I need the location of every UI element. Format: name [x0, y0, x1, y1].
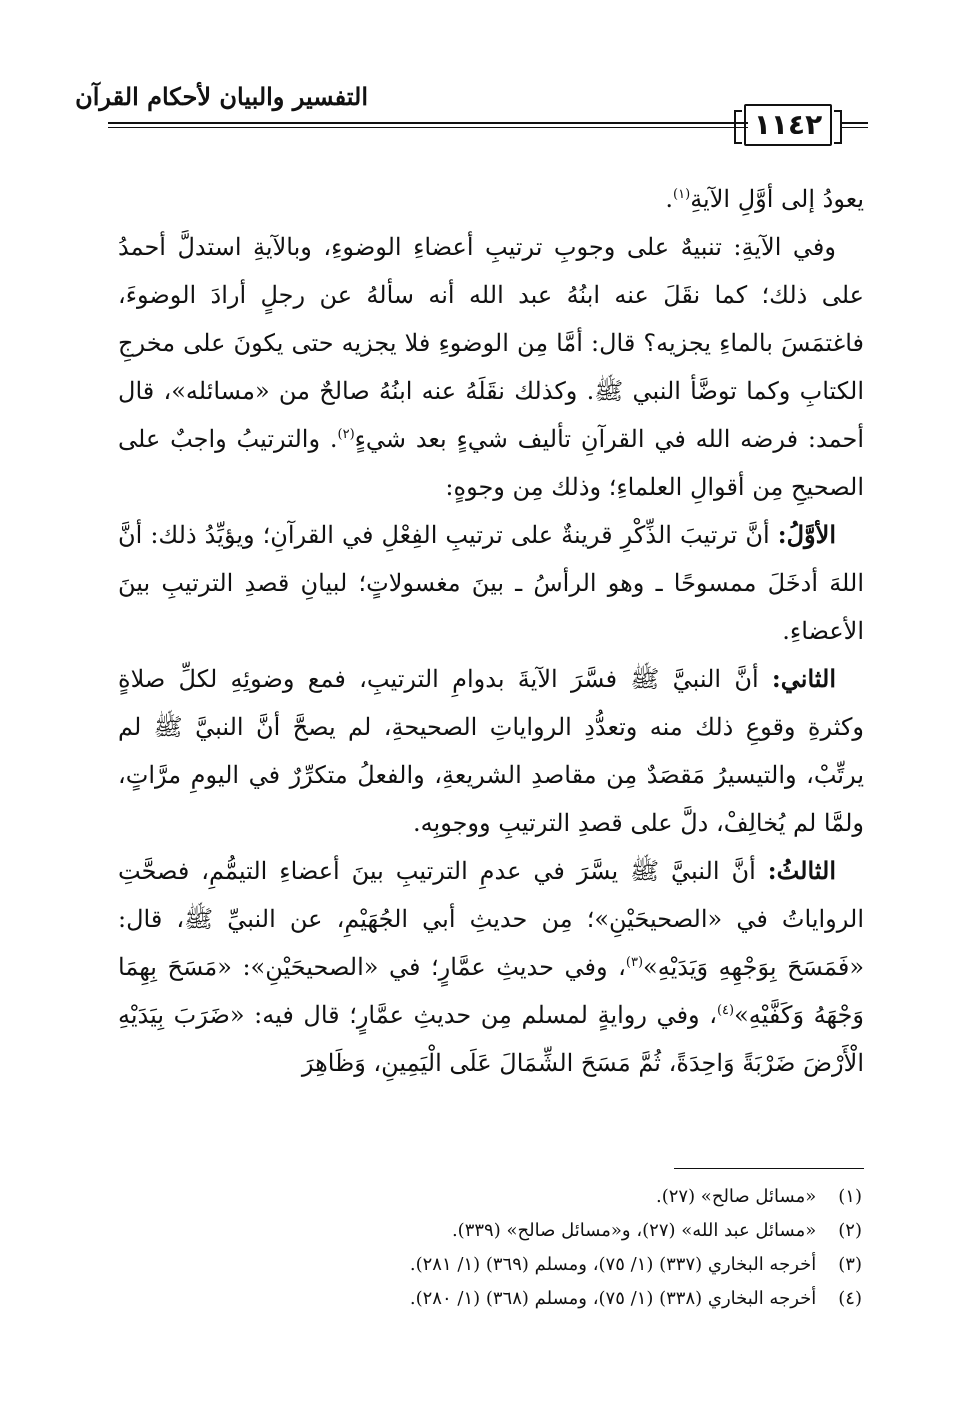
header-rule-right — [840, 122, 868, 124]
footnote-text: «مسائل صالح» (٢٧). — [655, 1186, 817, 1207]
footnote-text: أخرجه البخاري (٣٣٧) (١/ ٧٥)، ومسلم (٣٦٩) (١/ ٢٨١). — [409, 1254, 817, 1275]
footnote — [300, 1282, 862, 1316]
footnote-separator — [674, 1168, 864, 1169]
page-header — [75, 82, 868, 154]
paragraph — [118, 655, 864, 847]
paragraph — [118, 223, 864, 511]
paragraph-tail: ، وفي روايةٍ لمسلم مِن حديثِ عمَّارٍ؛ قال فيه: «ضَرَبَ بِيَدَيْهِ الْأَرْضَ ضَرْبَةً وَاحِدَةً، ثُمَّ مَسَحَ الشِّمَالَ عَلَى الْيَمِينِ، وَظَاهِرَ — [118, 1001, 864, 1077]
main-text — [118, 175, 864, 1087]
paragraph-tail: ، وفي حديثِ عمَّارٍ؛ في «الصحيحَيْنِ»: «مَسَحَ بِهِمَا وَجْهَهُ وَكَفَّيْهِ» — [118, 953, 864, 1029]
paragraph-tail: . — [665, 185, 674, 213]
footnote-ref: (١) — [673, 187, 691, 202]
footnote — [300, 1248, 862, 1282]
paragraph — [118, 511, 864, 655]
footnote-text: أخرجه البخاري (٣٣٨) (١/ ٧٥)، ومسلم (٣٦٨) (١/ ٢٨٠). — [409, 1288, 817, 1309]
paragraph-text: أنَّ النبيَّ ﷺ فسَّرَ الآيةَ بدوامِ الترتيبِ، فمع وضوئِهِ لكلِّ صلاةٍ وكثرةِ وقوعِ ذلك منه وتعدُّدِ الرواياتِ الصحيحةِ، لم يصحَّ أنَّ النبيَّ ﷺ لم يرتِّبْ، والتيسيرُ مَقصَدٌ مِن مقاصدِ الشريعةِ، والفعلُ متكرِّرٌ في اليومِ مرَّاتٍ، ولمَّا لم يُخالِفْ، دلَّ على قصدِ الترتيبِ ووجوبِه. — [118, 665, 864, 837]
paragraph-lead: الثاني: — [771, 664, 836, 693]
footnotes — [300, 1180, 862, 1316]
running-title: التفسير والبيان لأحكام القرآن — [75, 82, 368, 111]
paragraph-lead: الأوَّلُ: — [777, 520, 836, 549]
paragraph-text: يعودُ إلى أوَّلِ الآيةِ — [690, 185, 864, 213]
footnote-number: (٤) — [838, 1288, 862, 1309]
footnote — [300, 1214, 862, 1248]
footnote-number: (٢) — [838, 1220, 862, 1241]
footnote-ref: (٤) — [716, 1003, 735, 1018]
page-number: ١١٤٢ — [744, 104, 832, 146]
footnote-ref: (٢) — [337, 427, 355, 442]
header-rule-thin — [108, 127, 748, 128]
footnote-ref: (٣) — [625, 955, 644, 970]
paragraph-text: أنَّ النبيَّ ﷺ يسَّرَ في عدمِ الترتيبِ بينَ أعضاءِ التيمُّمِ، فصحَّتِ الرواياتُ في «الصحيحَيْنِ»؛ مِن حديثِ أبي الجُهَيْمِ، عن النبيِّ ﷺ، قال: «فَمَسَحَ بِوَجْهِهِ وَيَدَيْهِ» — [118, 857, 865, 981]
footnote — [300, 1180, 862, 1214]
paragraph-lead: الثالثُ: — [767, 856, 836, 885]
paragraph-text: وفي الآيةِ: تنبيهٌ على وجوبِ ترتيبِ أعضاءِ الوضوءِ، وبالآيةِ استدلَّ أحمدُ على ذلك؛ كما نقَلَ عنه ابنُهُ عبد الله أنه سألهُ عن رجلٍ أرادَ الوضوءَ، فاغتمَسَ بالماءِ يجزيه؟ قال: أمَّا مِن الوضوءِ فلا يجزيه حتى يكونَ على مخرجِ الكتابِ وكما توضَّأ النبي ﷺ. وكذلك نقَلَهُ عنه ابنُهُ صالحٌ من «مسائله»، قال أحمد: فرضه الله في القرآنِ تأليف شيءٍ بعد شيءٍ — [118, 233, 864, 453]
paragraph-tail: . والترتيبُ واجبٌ على الصحيحِ مِن أقوالِ العلماءِ؛ وذلك مِن وجوهٍ: — [118, 425, 864, 501]
paragraph — [118, 175, 864, 223]
footnote-text: «مسائل عبد الله» (٢٧)، و«مسائل صالح» (٣٣٩). — [451, 1220, 817, 1241]
paragraph-text: أنَّ ترتيبَ الذِّكْرِ قرينةٌ على ترتيبِ الفِعْلِ في القرآنِ؛ ويؤيِّدُ ذلك: أنَّ اللهَ أدخَلَ ممسوحًا ـ وهو الرأسُ ـ بينَ مغسولاتٍ؛ لبيانِ قصدِ الترتيبِ بينَ الأعضاءِ. — [118, 521, 864, 645]
header-rule — [108, 122, 748, 124]
footnote-number: (٣) — [838, 1254, 862, 1275]
footnote-number: (١) — [838, 1186, 862, 1207]
header-rule-right-thin — [840, 127, 868, 128]
paragraph — [118, 847, 864, 1087]
